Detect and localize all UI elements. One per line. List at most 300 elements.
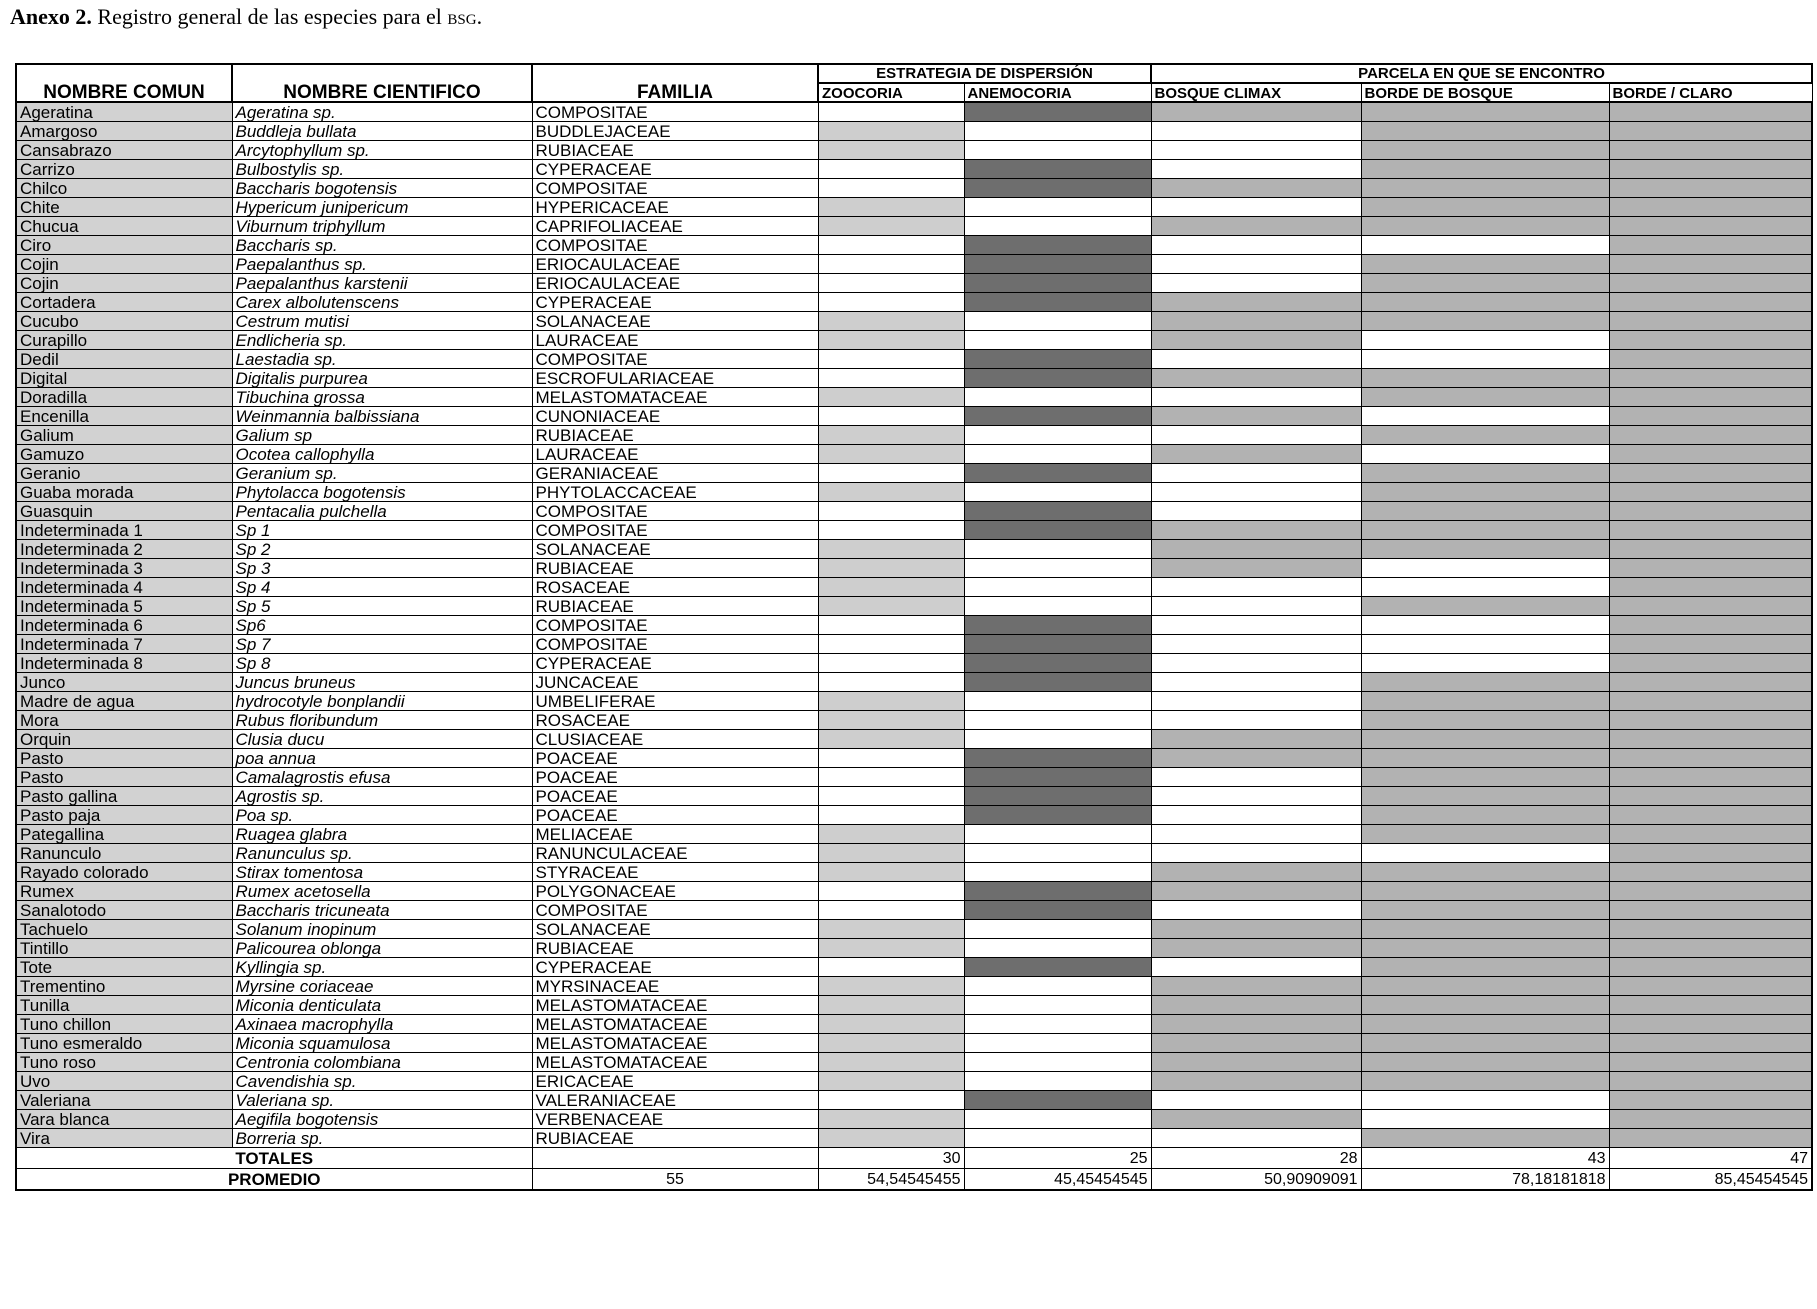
borde-claro-cell	[1609, 236, 1812, 255]
table-row	[16, 578, 1812, 597]
zoocoria-cell	[818, 540, 964, 559]
table-row	[16, 217, 1812, 236]
borde-claro-cell	[1609, 445, 1812, 464]
table-row	[16, 597, 1812, 616]
bosque-climax-cell	[1151, 388, 1361, 407]
zoocoria-cell	[818, 160, 964, 179]
anemocoria-cell	[964, 217, 1151, 236]
family-cell: CYPERACEAE	[532, 293, 818, 312]
table-row	[16, 102, 1812, 122]
table-row	[16, 825, 1812, 844]
anemocoria-cell	[964, 939, 1151, 958]
borde-bosque-cell	[1361, 730, 1609, 749]
zoocoria-cell	[818, 844, 964, 863]
common-name-cell: Pasto gallina	[16, 787, 232, 806]
scientific-name-cell: Laestadia sp.	[232, 350, 532, 369]
table-row	[16, 407, 1812, 426]
family-cell: LAURACEAE	[532, 445, 818, 464]
bosque-climax-cell	[1151, 350, 1361, 369]
borde-bosque-cell	[1361, 825, 1609, 844]
bosque-climax-cell	[1151, 825, 1361, 844]
borde-claro-cell	[1609, 711, 1812, 730]
anemocoria-cell	[964, 312, 1151, 331]
zoocoria-cell	[818, 293, 964, 312]
anemocoria-cell	[964, 521, 1151, 540]
species-registry-table	[15, 63, 1813, 1191]
borde-claro-cell	[1609, 1129, 1812, 1148]
anemocoria-cell	[964, 1034, 1151, 1053]
table-row	[16, 730, 1812, 749]
anemocoria-cell	[964, 445, 1151, 464]
family-cell: COMPOSITAE	[532, 616, 818, 635]
anemocoria-cell	[964, 825, 1151, 844]
family-cell: ERIOCAULACEAE	[532, 274, 818, 293]
borde-claro-cell	[1609, 160, 1812, 179]
bosque-climax-cell	[1151, 236, 1361, 255]
anemocoria-cell	[964, 559, 1151, 578]
borde-claro-cell	[1609, 217, 1812, 236]
zoocoria-cell	[818, 1091, 964, 1110]
borde-bosque-cell	[1361, 1034, 1609, 1053]
bosque-climax-cell	[1151, 1015, 1361, 1034]
anemocoria-cell	[964, 635, 1151, 654]
anemocoria-cell	[964, 958, 1151, 977]
scientific-name-cell: Carex albolutenscens	[232, 293, 532, 312]
table-row	[16, 160, 1812, 179]
scientific-name-cell: Sp 2	[232, 540, 532, 559]
table-row	[16, 882, 1812, 901]
family-cell: RUBIACEAE	[532, 1129, 818, 1148]
scientific-name-cell: Endlicheria sp.	[232, 331, 532, 350]
borde-claro-cell	[1609, 996, 1812, 1015]
totals-row	[16, 1148, 1812, 1169]
borde-claro-cell	[1609, 198, 1812, 217]
zoocoria-cell	[818, 502, 964, 521]
borde-bosque-cell	[1361, 939, 1609, 958]
bosque-climax-cell	[1151, 179, 1361, 198]
family-cell: STYRACEAE	[532, 863, 818, 882]
zoocoria-cell	[818, 369, 964, 388]
species-rows	[16, 102, 1812, 1148]
borde-bosque-cell	[1361, 768, 1609, 787]
bosque-climax-cell	[1151, 806, 1361, 825]
common-name-cell: Indeterminada 7	[16, 635, 232, 654]
family-cell: CLUSIACEAE	[532, 730, 818, 749]
total-anemocoria: 25	[964, 1148, 1151, 1169]
common-name-cell: Pasto	[16, 749, 232, 768]
average-label: PROMEDIO	[16, 1169, 532, 1191]
anemocoria-cell	[964, 1129, 1151, 1148]
borde-bosque-cell	[1361, 122, 1609, 141]
borde-claro-cell	[1609, 673, 1812, 692]
common-name-cell: Uvo	[16, 1072, 232, 1091]
anemocoria-cell	[964, 350, 1151, 369]
family-cell: ERIOCAULACEAE	[532, 255, 818, 274]
anemocoria-cell	[964, 1015, 1151, 1034]
table-row	[16, 939, 1812, 958]
common-name-cell: Cojin	[16, 255, 232, 274]
zoocoria-cell	[818, 635, 964, 654]
total-bosque-climax: 28	[1151, 1148, 1361, 1169]
borde-claro-cell	[1609, 1034, 1812, 1053]
table-row	[16, 464, 1812, 483]
borde-bosque-cell	[1361, 274, 1609, 293]
bosque-climax-cell	[1151, 369, 1361, 388]
zoocoria-cell	[818, 521, 964, 540]
common-name-cell: Gamuzo	[16, 445, 232, 464]
common-name-cell: Pategallina	[16, 825, 232, 844]
borde-claro-cell	[1609, 1072, 1812, 1091]
family-cell: POACEAE	[532, 749, 818, 768]
borde-claro-cell	[1609, 939, 1812, 958]
common-name-cell: Dedil	[16, 350, 232, 369]
bosque-climax-cell	[1151, 217, 1361, 236]
bosque-climax-cell	[1151, 198, 1361, 217]
family-cell: CYPERACEAE	[532, 958, 818, 977]
zoocoria-cell	[818, 749, 964, 768]
bosque-climax-cell	[1151, 711, 1361, 730]
zoocoria-cell	[818, 578, 964, 597]
family-cell: COMPOSITAE	[532, 521, 818, 540]
zoocoria-cell	[818, 768, 964, 787]
scientific-name-cell: Agrostis sp.	[232, 787, 532, 806]
borde-bosque-cell	[1361, 388, 1609, 407]
anemocoria-cell	[964, 160, 1151, 179]
zoocoria-cell	[818, 787, 964, 806]
anemocoria-cell	[964, 749, 1151, 768]
scientific-name-cell: Ocotea callophylla	[232, 445, 532, 464]
table-row	[16, 1072, 1812, 1091]
bosque-climax-cell	[1151, 160, 1361, 179]
common-name-cell: Doradilla	[16, 388, 232, 407]
common-name-cell: Indeterminada 5	[16, 597, 232, 616]
common-name-cell: Cortadera	[16, 293, 232, 312]
common-name-cell: Rumex	[16, 882, 232, 901]
borde-bosque-cell	[1361, 901, 1609, 920]
scientific-name-cell: Paepalanthus karstenii	[232, 274, 532, 293]
anemocoria-cell	[964, 730, 1151, 749]
scientific-name-cell: Poa sp.	[232, 806, 532, 825]
anemocoria-cell	[964, 844, 1151, 863]
borde-bosque-cell	[1361, 882, 1609, 901]
table-row	[16, 901, 1812, 920]
bosque-climax-cell	[1151, 255, 1361, 274]
table-row	[16, 1129, 1812, 1148]
borde-bosque-cell	[1361, 312, 1609, 331]
average-bosque-climax: 50,90909091	[1151, 1169, 1361, 1191]
zoocoria-cell	[818, 882, 964, 901]
anemocoria-cell	[964, 293, 1151, 312]
common-name-cell: Cucubo	[16, 312, 232, 331]
zoocoria-cell	[818, 464, 964, 483]
family-cell: MELASTOMATACEAE	[532, 1015, 818, 1034]
scientific-name-cell: Sp 5	[232, 597, 532, 616]
borde-bosque-cell	[1361, 407, 1609, 426]
family-cell: RUBIACEAE	[532, 597, 818, 616]
borde-bosque-cell	[1361, 578, 1609, 597]
family-cell: MELIACEAE	[532, 825, 818, 844]
family-cell: POACEAE	[532, 768, 818, 787]
zoocoria-cell	[818, 996, 964, 1015]
scientific-name-cell: Baccharis tricuneata	[232, 901, 532, 920]
borde-claro-cell	[1609, 616, 1812, 635]
common-name-cell: Sanalotodo	[16, 901, 232, 920]
scientific-name-cell: Digitalis purpurea	[232, 369, 532, 388]
family-cell: GERANIACEAE	[532, 464, 818, 483]
zoocoria-cell	[818, 217, 964, 236]
scientific-name-cell: Sp 8	[232, 654, 532, 673]
common-name-cell: Chucua	[16, 217, 232, 236]
borde-claro-cell	[1609, 882, 1812, 901]
anemocoria-cell	[964, 920, 1151, 939]
bosque-climax-cell	[1151, 996, 1361, 1015]
anemocoria-cell	[964, 122, 1151, 141]
family-cell: MELASTOMATACEAE	[532, 996, 818, 1015]
zoocoria-cell	[818, 426, 964, 445]
zoocoria-cell	[818, 312, 964, 331]
anemocoria-cell	[964, 692, 1151, 711]
table-row	[16, 331, 1812, 350]
bosque-climax-cell	[1151, 1053, 1361, 1072]
header-borde-bosque: BORDE DE BOSQUE	[1361, 83, 1609, 102]
bosque-climax-cell	[1151, 102, 1361, 122]
scientific-name-cell: Sp 7	[232, 635, 532, 654]
family-cell: RUBIACEAE	[532, 141, 818, 160]
bosque-climax-cell	[1151, 464, 1361, 483]
borde-claro-cell	[1609, 141, 1812, 160]
common-name-cell: Tachuelo	[16, 920, 232, 939]
scientific-name-cell: Viburnum triphyllum	[232, 217, 532, 236]
table-row	[16, 616, 1812, 635]
bosque-climax-cell	[1151, 749, 1361, 768]
borde-bosque-cell	[1361, 160, 1609, 179]
common-name-cell: Trementino	[16, 977, 232, 996]
borde-claro-cell	[1609, 597, 1812, 616]
common-name-cell: Tuno roso	[16, 1053, 232, 1072]
anemocoria-cell	[964, 369, 1151, 388]
scientific-name-cell: Pentacalia pulchella	[232, 502, 532, 521]
family-cell: PHYTOLACCACEAE	[532, 483, 818, 502]
zoocoria-cell	[818, 559, 964, 578]
family-cell: POLYGONACEAE	[532, 882, 818, 901]
header-borde-claro: BORDE / CLARO	[1609, 83, 1812, 102]
scientific-name-cell: Palicourea oblonga	[232, 939, 532, 958]
anemocoria-cell	[964, 1091, 1151, 1110]
borde-bosque-cell	[1361, 996, 1609, 1015]
bosque-climax-cell	[1151, 331, 1361, 350]
table-row	[16, 502, 1812, 521]
bosque-climax-cell	[1151, 426, 1361, 445]
scientific-name-cell: Aegifila bogotensis	[232, 1110, 532, 1129]
common-name-cell: Tuno chillon	[16, 1015, 232, 1034]
zoocoria-cell	[818, 331, 964, 350]
zoocoria-cell	[818, 920, 964, 939]
bosque-climax-cell	[1151, 122, 1361, 141]
bosque-climax-cell	[1151, 1110, 1361, 1129]
borde-bosque-cell	[1361, 502, 1609, 521]
scientific-name-cell: Hypericum junipericum	[232, 198, 532, 217]
bosque-climax-cell	[1151, 844, 1361, 863]
common-name-cell: Pasto paja	[16, 806, 232, 825]
table-row	[16, 198, 1812, 217]
table-row	[16, 312, 1812, 331]
average-borde-claro: 85,45454545	[1609, 1169, 1812, 1191]
scientific-name-cell: Sp 1	[232, 521, 532, 540]
borde-claro-cell	[1609, 1110, 1812, 1129]
family-cell: VALERANIACEAE	[532, 1091, 818, 1110]
zoocoria-cell	[818, 179, 964, 198]
family-cell: HYPERICACEAE	[532, 198, 818, 217]
bosque-climax-cell	[1151, 882, 1361, 901]
bosque-climax-cell	[1151, 578, 1361, 597]
borde-bosque-cell	[1361, 920, 1609, 939]
anemocoria-cell	[964, 540, 1151, 559]
common-name-cell: Encenilla	[16, 407, 232, 426]
zoocoria-cell	[818, 141, 964, 160]
bosque-climax-cell	[1151, 559, 1361, 578]
zoocoria-cell	[818, 711, 964, 730]
borde-claro-cell	[1609, 749, 1812, 768]
scientific-name-cell: Buddleja bullata	[232, 122, 532, 141]
borde-claro-cell	[1609, 730, 1812, 749]
zoocoria-cell	[818, 730, 964, 749]
common-name-cell: Vira	[16, 1129, 232, 1148]
zoocoria-cell	[818, 939, 964, 958]
anemocoria-cell	[964, 673, 1151, 692]
borde-bosque-cell	[1361, 1072, 1609, 1091]
borde-claro-cell	[1609, 806, 1812, 825]
zoocoria-cell	[818, 388, 964, 407]
table-row	[16, 863, 1812, 882]
borde-bosque-cell	[1361, 293, 1609, 312]
bosque-climax-cell	[1151, 540, 1361, 559]
bosque-climax-cell	[1151, 616, 1361, 635]
caption-text: Registro general de las especies para el	[91, 4, 448, 29]
anemocoria-cell	[964, 787, 1151, 806]
borde-bosque-cell	[1361, 521, 1609, 540]
common-name-cell: Rayado colorado	[16, 863, 232, 882]
family-cell: ERICACEAE	[532, 1072, 818, 1091]
bosque-climax-cell	[1151, 863, 1361, 882]
anemocoria-cell	[964, 483, 1151, 502]
average-anemocoria: 45,45454545	[964, 1169, 1151, 1191]
borde-bosque-cell	[1361, 369, 1609, 388]
anemocoria-cell	[964, 179, 1151, 198]
zoocoria-cell	[818, 274, 964, 293]
zoocoria-cell	[818, 901, 964, 920]
zoocoria-cell	[818, 806, 964, 825]
scientific-name-cell: Ruagea glabra	[232, 825, 532, 844]
bosque-climax-cell	[1151, 502, 1361, 521]
scientific-name-cell: Rumex acetosella	[232, 882, 532, 901]
table-row	[16, 559, 1812, 578]
borde-claro-cell	[1609, 312, 1812, 331]
bosque-climax-cell	[1151, 445, 1361, 464]
scientific-name-cell: Geranium sp.	[232, 464, 532, 483]
bosque-climax-cell	[1151, 1129, 1361, 1148]
borde-bosque-cell	[1361, 787, 1609, 806]
average-row	[16, 1169, 1812, 1191]
scientific-name-cell: Camalagrostis efusa	[232, 768, 532, 787]
table-row	[16, 293, 1812, 312]
family-cell: MELASTOMATACEAE	[532, 1053, 818, 1072]
header-family: FAMILIA	[532, 64, 818, 102]
scientific-name-cell: poa annua	[232, 749, 532, 768]
anemocoria-cell	[964, 863, 1151, 882]
anemocoria-cell	[964, 388, 1151, 407]
zoocoria-cell	[818, 407, 964, 426]
table-row	[16, 692, 1812, 711]
bosque-climax-cell	[1151, 901, 1361, 920]
average-zoocoria: 54,54545455	[818, 1169, 964, 1191]
borde-claro-cell	[1609, 768, 1812, 787]
header-scientific-name: NOMBRE CIENTIFICO	[232, 64, 532, 102]
borde-bosque-cell	[1361, 711, 1609, 730]
borde-bosque-cell	[1361, 597, 1609, 616]
borde-claro-cell	[1609, 122, 1812, 141]
borde-bosque-cell	[1361, 445, 1609, 464]
bosque-climax-cell	[1151, 692, 1361, 711]
bosque-climax-cell	[1151, 635, 1361, 654]
common-name-cell: Madre de agua	[16, 692, 232, 711]
borde-claro-cell	[1609, 1053, 1812, 1072]
anemocoria-cell	[964, 768, 1151, 787]
table-row	[16, 122, 1812, 141]
bosque-climax-cell	[1151, 274, 1361, 293]
borde-claro-cell	[1609, 102, 1812, 122]
common-name-cell: Curapillo	[16, 331, 232, 350]
borde-claro-cell	[1609, 844, 1812, 863]
scientific-name-cell: Rubus floribundum	[232, 711, 532, 730]
bosque-climax-cell	[1151, 407, 1361, 426]
anemocoria-cell	[964, 806, 1151, 825]
scientific-name-cell: Sp 4	[232, 578, 532, 597]
family-cell: COMPOSITAE	[532, 102, 818, 122]
zoocoria-cell	[818, 977, 964, 996]
bosque-climax-cell	[1151, 521, 1361, 540]
family-cell: CAPRIFOLIACEAE	[532, 217, 818, 236]
common-name-cell: Tuno esmeraldo	[16, 1034, 232, 1053]
zoocoria-cell	[818, 1015, 964, 1034]
anemocoria-cell	[964, 274, 1151, 293]
borde-bosque-cell	[1361, 616, 1609, 635]
borde-claro-cell	[1609, 369, 1812, 388]
borde-bosque-cell	[1361, 806, 1609, 825]
zoocoria-cell	[818, 597, 964, 616]
borde-claro-cell	[1609, 863, 1812, 882]
common-name-cell: Chite	[16, 198, 232, 217]
bosque-climax-cell	[1151, 1091, 1361, 1110]
scientific-name-cell: Solanum inopinum	[232, 920, 532, 939]
borde-claro-cell	[1609, 407, 1812, 426]
scientific-name-cell: Galium sp	[232, 426, 532, 445]
table-row	[16, 711, 1812, 730]
borde-claro-cell	[1609, 464, 1812, 483]
header-plot-group: PARCELA EN QUE SE ENCONTRO	[1151, 64, 1812, 83]
borde-claro-cell	[1609, 540, 1812, 559]
scientific-name-cell: Baccharis sp.	[232, 236, 532, 255]
average-borde-bosque: 78,18181818	[1361, 1169, 1609, 1191]
borde-bosque-cell	[1361, 749, 1609, 768]
table-row	[16, 445, 1812, 464]
scientific-name-cell: Axinaea macrophylla	[232, 1015, 532, 1034]
common-name-cell: Indeterminada 3	[16, 559, 232, 578]
table-row	[16, 654, 1812, 673]
total-borde-claro: 47	[1609, 1148, 1812, 1169]
scientific-name-cell: Sp6	[232, 616, 532, 635]
anemocoria-cell	[964, 331, 1151, 350]
common-name-cell: Indeterminada 6	[16, 616, 232, 635]
